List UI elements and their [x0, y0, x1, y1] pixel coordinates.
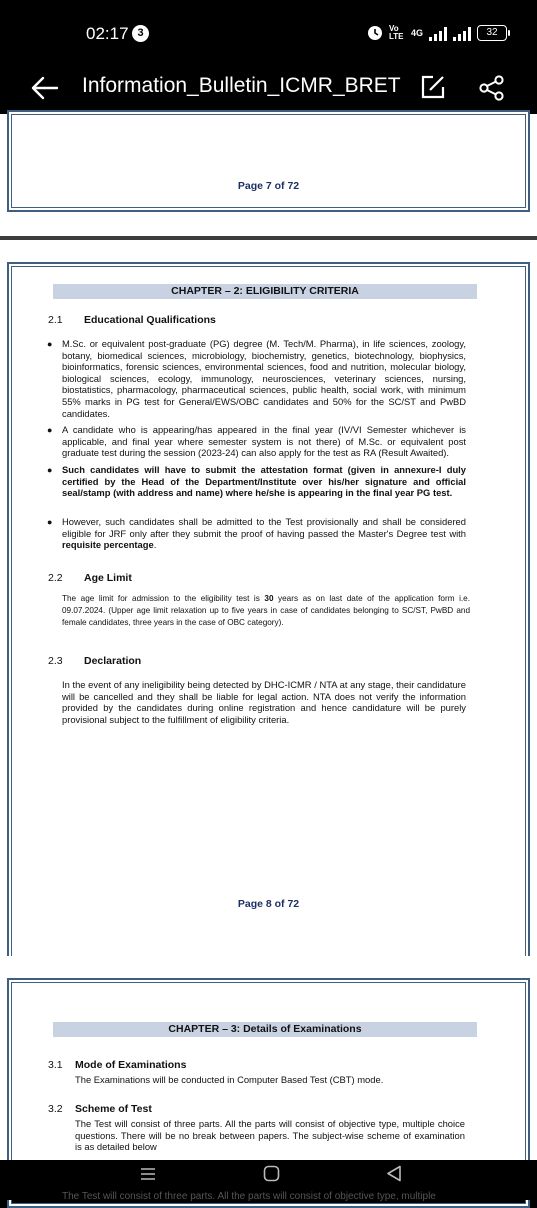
section-number: 2.3 — [48, 655, 63, 667]
paragraph-text: However, such candidates shall be admitted to the Test provisionally and shall be considered eligible for JRF only after they submit the proof of having passed the Master's Degree test with — [62, 516, 466, 539]
document-title: Information_Bulletin_ICMR_BRET — [82, 74, 401, 97]
status-icons — [367, 22, 507, 44]
back-icon[interactable] — [386, 1165, 402, 1182]
bullet: ● — [47, 425, 53, 435]
navigation-bar — [0, 1160, 537, 1200]
page-number: Page 7 of 72 — [237, 180, 300, 192]
share-icon[interactable] — [478, 74, 506, 102]
paragraph-text: years as on last date of the application form i.e. 09.07.2024. (Upper age limit relaxation up to five years in case of candidates belonging to SC/ST, PwBD and female candidates, three years in the case of OBC category). — [62, 594, 470, 627]
volte-indicator: Vo LTE — [388, 24, 404, 41]
declaration-paragraph: In the event of any ineligibility being detected by DHC-ICMR / NTA at any stage, their candidature will be cancelled and they shall be liable for legal action. NTA does not verify the information provided by the candidates during online registration and hence candidature will be purely provisional subject to the fulfillment of eligibility criteria. — [62, 679, 466, 725]
page-number: Page 8 of 72 — [237, 898, 300, 910]
pdf-page-9 — [0, 956, 537, 1166]
underlying-page-text: The Test will consist of three parts. All the parts will consist of objective type, multiple — [62, 1191, 436, 1202]
eligibility-paragraph: A candidate who is appearing/has appeared in the final year (IV/VI Semester whichever is applicable, and final year where semester system is not there) of M.Sc. or equivalent post graduate test during the session (2023-24) can also apply for the test as RA (Result Awaited). — [62, 424, 466, 459]
paragraph-text: The age limit for admission to the eligibility test is — [62, 594, 265, 603]
age-limit-paragraph — [62, 593, 470, 628]
section-number: 3.2 — [48, 1103, 63, 1115]
eligibility-paragraph: However, such candidates shall be admitted to the Test provisionally and shall be considered eligible for JRF only after they submit the proof of having passed the Master's Degree test with requisite percentage. — [62, 516, 466, 551]
network-type: 4G — [410, 28, 423, 38]
status-bar — [0, 0, 537, 62]
signal-icon-sim2 — [453, 25, 471, 41]
alarm-icon — [367, 25, 383, 41]
pdf-page-7 — [0, 114, 537, 236]
section-number: 2.1 — [48, 314, 63, 326]
section-title: Declaration — [84, 655, 142, 667]
app-bar — [0, 62, 537, 114]
back-arrow-icon[interactable] — [30, 74, 60, 102]
notification-badge: 3 — [132, 25, 149, 42]
home-icon[interactable] — [263, 1165, 280, 1182]
status-time: 02:17 — [86, 24, 129, 43]
edit-icon[interactable] — [420, 74, 446, 100]
recent-apps-icon[interactable] — [140, 1166, 156, 1182]
bullet: ● — [47, 465, 53, 475]
eligibility-paragraph: M.Sc. or equivalent post-graduate (PG) degree (M. Tech/M. Pharma), in life sciences, zoology, botany, biomedical sciences, microbiology, biochemistry, genetics, biotechnology, biophysics, bioinformatics, forensic sciences, environmental sciences, food and nutrition, molecular biology, biological sciences, ecology, immunology, neurosciences, veterinary sciences, nursing, biostatistics, pharmacology, pharmaceutical sciences, public health, social work, with minimum 55% marks in PG test for General/EWS/OBC candidates and 50% for the SC/ST and PwBD candidates. — [62, 338, 466, 419]
section-number: 2.2 — [48, 572, 63, 584]
mode-paragraph: The Examinations will be conducted in Computer Based Test (CBT) mode. — [75, 1074, 384, 1085]
battery-icon — [477, 25, 507, 41]
page-border — [7, 110, 530, 212]
eligibility-paragraph-bold: Such candidates will have to submit the attestation format (given in annexure-I duly certified by the Head of the Department/Institute over his/her signature and official seal/stamp (with address and name) where he/she is appearing in the final year PG test. — [62, 464, 466, 499]
section-title: Mode of Examinations — [75, 1059, 187, 1071]
age-value: 30 — [264, 594, 274, 603]
chapter-heading: CHAPTER – 3: Details of Examinations — [53, 1022, 477, 1037]
pdf-page-8 — [0, 240, 537, 1052]
paragraph-bold-text: requisite percentage — [62, 539, 154, 551]
bullet: ● — [47, 339, 53, 349]
section-number: 3.1 — [48, 1059, 63, 1071]
battery-level: 32 — [486, 27, 498, 38]
section-title: Scheme of Test — [75, 1103, 152, 1115]
section-title: Age Limit — [84, 572, 132, 584]
scheme-paragraph: The Test will consist of three parts. All the parts will consist of objective type, multiple choice questions. There will be no break between papers. The subject-wise scheme of examination is as detailed below — [75, 1118, 465, 1153]
signal-icon — [429, 25, 447, 41]
pdf-viewer[interactable] — [0, 114, 537, 1160]
section-title: Educational Qualifications — [84, 314, 216, 326]
chapter-heading: CHAPTER – 2: ELIGIBILITY CRITERIA — [53, 284, 477, 299]
bullet: ● — [47, 517, 53, 527]
